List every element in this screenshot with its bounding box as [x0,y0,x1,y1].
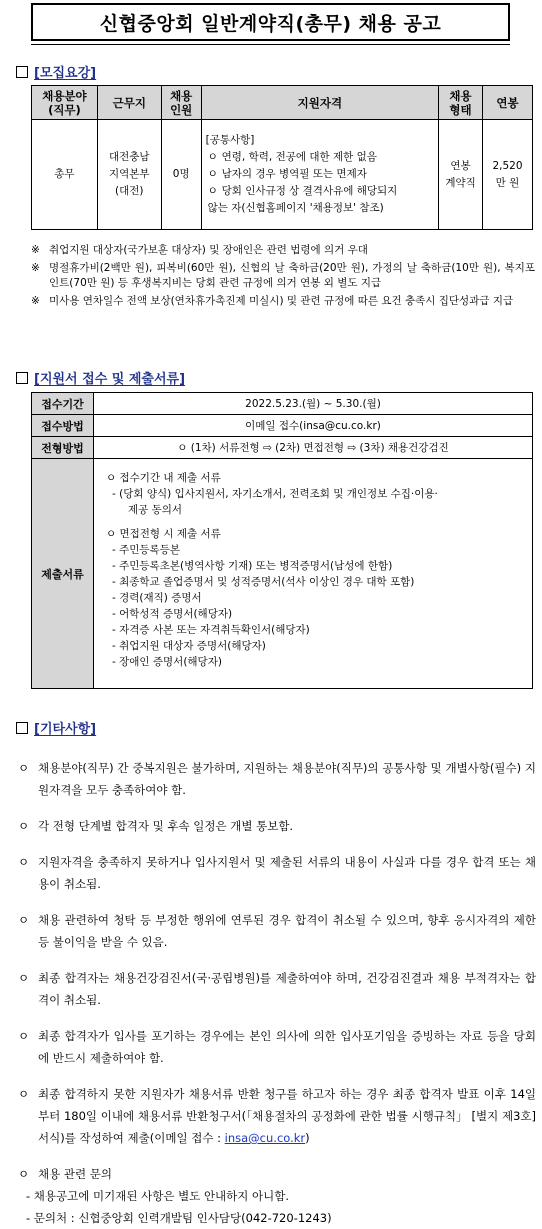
value-period: 2022.5.23.(월) ~ 5.30.(월) [94,393,533,415]
bullet-o-icon: ㅇ [18,855,30,869]
note-item [31,243,535,258]
bullet-o-icon: ㅇ [18,971,30,985]
label-period: 접수기간 [32,393,94,415]
docs-item: - 주민등록등본 [112,543,180,556]
docs-item: - 주민등록초본(병역사항 기재) 또는 병적증명서(남성에 한함) [112,559,393,572]
header-salary: 연봉 [482,86,532,120]
apply-row-process [32,437,533,459]
header-type: 채용 형태 [439,86,483,120]
etc-item-text: 지원자격을 충족하지 못하거나 입사지원서 및 제출된 서류의 내용이 사실과 다를 경우 합격 또는 채용이 취소됨. [38,855,536,891]
docs-item: - 어학성적 증명서(해당자) [112,607,233,620]
recruit-table-header [32,86,533,120]
docs-item: - 자격증 사본 또는 자격취득확인서(해당자) [112,623,310,636]
apply-table [31,392,533,689]
apply-row-docs [32,459,533,689]
note-item [31,294,535,309]
etc-item [16,967,536,1011]
recruit-notes [31,243,535,312]
section-apply-label: [지원서 접수 및 제출서류] [34,372,186,387]
etc-item7-end: ) [305,1131,310,1145]
section-apply-heading [16,368,185,387]
note-text: 미사용 연차일수 전액 보상(연차휴가촉진제 미실시) 및 관련 규정에 따른 요건 충족시 집단성과급 지급 [49,295,514,307]
apply-row-method [32,415,533,437]
req-title: [공통사항] [205,134,255,146]
etc-item-text [38,1083,536,1149]
docs-item: - 경력(재직) 증명서 [112,591,202,604]
etc-item [16,757,536,801]
bullet-o-icon: ㅇ [18,761,30,775]
checkbox-square-icon [16,722,28,734]
docs-item: - 취업지원 대상자 증명서(해당자) [112,639,266,652]
bullet-o-icon: ㅇ [18,1087,30,1101]
cell-requirements [201,120,438,230]
etc-item-text: 최종 합격자가 입사를 포기하는 경우에는 본인 의사에 의한 입사포기임을 증빙하는 자료 등을 당회에 반드시 제출하여야 함. [38,1029,536,1065]
section-etc-label: [기타사항] [34,722,97,737]
section-recruit-label: [모집요강] [34,66,97,81]
label-process: 전형방법 [32,437,94,459]
note-mark-icon: ※ [31,244,40,256]
req-item-text: 당회 인사규정 상 결격사유에 해당되지 [221,185,398,197]
etc-item [16,815,536,837]
etc-sub-item: - 채용공고에 미기재된 사항은 별도 안내하지 아니함. [26,1189,290,1203]
title-divider [31,44,510,45]
email-link[interactable]: insa@cu.co.kr [224,1131,306,1145]
note-item [31,261,535,291]
label-docs: 제출서류 [32,459,94,689]
etc-item-text: 채용 관련 문의 [38,1167,112,1181]
header-field: 채용분야 (직무) [32,86,98,120]
section-etc-heading [16,718,96,737]
docs-group-title: ㅇ 접수기간 내 제출 서류 [106,471,221,484]
apply-row-period [32,393,533,415]
checkbox-square-icon [16,66,28,78]
etc-item-text: 채용분야(직무) 간 중복지원은 불가하며, 지원하는 채용분야(직무)의 공통사항 및 개별사항(필수) 지원자격을 모두 충족하여야 함. [38,761,536,797]
etc-item-text: 최종 합격자는 채용건강검진서(국·공립병원)를 제출하여야 하며, 건강검진결과 채용 부적격자는 합격이 취소됨. [38,971,536,1007]
req-item [206,149,434,166]
etc-item [16,851,536,895]
note-text: 취업지원 대상자(국가보훈 대상자) 및 장애인은 관련 법령에 의거 우대 [49,244,368,256]
value-method: 이메일 접수(insa@cu.co.kr) [94,415,533,437]
etc-item [16,1083,536,1149]
docs-group-1 [100,470,526,518]
page-title [31,3,510,41]
note-text: 명절휴가비(2백만 원), 피복비(60만 원), 신협의 날 축하금(20만 원), 가정의 날 축하금(10만 원), 복지포인트(70만 원) 등 후생복지비는 당회 관련 규정에 의거 연봉 외 별도 지급 [49,262,535,289]
etc-list [16,757,536,1229]
recruit-table-row [32,120,533,230]
etc-item [16,1025,536,1069]
bullet-o-icon: ㅇ [18,1029,30,1043]
value-process: ㅇ (1차) 서류전형 ⇨ (2차) 면접전형 ⇨ (3차) 채용건강검진 [94,437,533,459]
docs-item: 제공 동의서 [128,503,183,516]
etc-item [16,909,536,953]
req-item [206,166,434,183]
cell-type: 연봉 계약직 [439,120,483,230]
bullet-o-icon: ㅇ [18,819,30,833]
docs-item: - (당회 양식) 입사지원서, 자기소개서, 전력조회 및 개인정보 수집·이용· [112,487,438,500]
cell-field: 총무 [32,120,98,230]
recruit-table [31,85,533,230]
cell-location: 대전충남 지역본부 (대전) [97,120,161,230]
label-method: 접수방법 [32,415,94,437]
checkbox-square-icon [16,372,28,384]
etc-item [16,1163,536,1185]
req-item-text: 연령, 학력, 전공에 대한 제한 없음 [221,151,377,163]
etc-item7-text: 최종 합격하지 못한 지원자가 채용서류 반환 청구를 하고자 하는 경우 최종 합격자 발표 이후 14일부터 180일 이내에 채용서류 반환청구서(「채용절차의 공정화에 관한 법률 시행규칙」 [별지 제3호] 서식)를 작성하여 제출(이메일 접수 : [38,1087,536,1145]
docs-group-2 [100,526,526,670]
note-mark-icon: ※ [31,262,40,274]
bullet-o-icon: ㅇ [18,1167,30,1181]
docs-item: - 장애인 증명서(해당자) [112,655,222,668]
value-docs [94,459,533,689]
etc-item-text: 각 전형 단계별 합격자 및 후속 일정은 개별 통보함. [38,819,294,833]
bullet-o-icon: ㅇ [18,913,30,927]
header-count: 채용 인원 [161,86,201,120]
bullet-o-icon: ㅇ [207,185,218,197]
header-location: 근무지 [97,86,161,120]
cell-salary: 2,520 만 원 [482,120,532,230]
header-requirements: 지원자격 [201,86,438,120]
docs-group-title: ㅇ 면접전형 시 제출 서류 [106,527,221,540]
docs-item: - 최종학교 졸업증명서 및 성적증명서(석사 이상인 경우 대학 포함) [112,575,415,588]
bullet-o-icon: ㅇ [207,168,218,180]
req-item [206,183,434,200]
section-recruit-heading [16,62,96,81]
page-title-text: 신협중앙회 일반계약직(총무) 채용 공고 [99,12,442,35]
cell-count: 0명 [161,120,201,230]
etc-sub-item: - 문의처 : 신협중앙회 인력개발팀 인사담당(042-720-1243) [26,1211,332,1225]
bullet-o-icon: ㅇ [207,151,218,163]
etc-item-text: 채용 관련하여 청탁 등 부정한 행위에 연루된 경우 합격이 취소될 수 있으며, 향후 응시자격의 제한 등 불이익을 받을 수 있음. [38,913,536,949]
note-mark-icon: ※ [31,295,40,307]
req-item-continuation: 않는 자(신협홈페이지 '채용정보' 참조) [207,202,384,214]
req-item-text: 남자의 경우 병역필 또는 면제자 [221,168,367,180]
